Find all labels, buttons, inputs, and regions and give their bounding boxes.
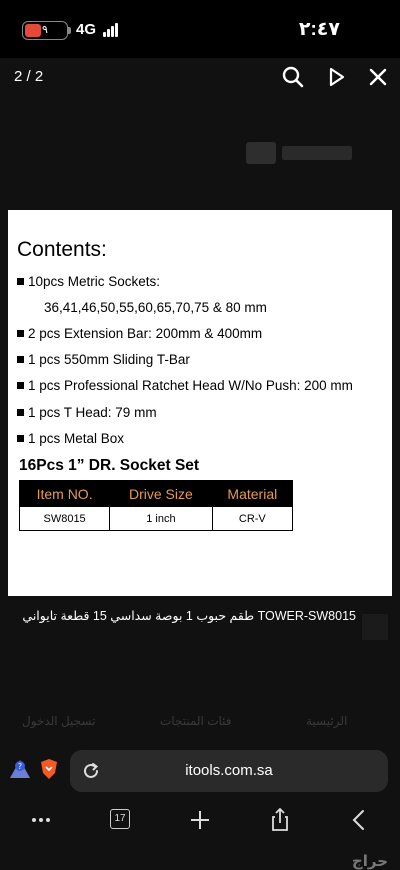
set-title: 16Pcs 1” DR. Socket Set xyxy=(19,457,200,474)
content-line: 1 pcs 550mm Sliding T-Bar xyxy=(17,352,190,367)
close-icon[interactable] xyxy=(365,64,391,90)
spec-table xyxy=(19,480,293,531)
image-caption: TOWER-SW8015 طقم حبوب 1 بوصة سداسي 15 قطعة تايواني xyxy=(22,609,356,623)
browser-chrome xyxy=(0,738,400,870)
play-icon[interactable] xyxy=(323,64,349,90)
signal-icon xyxy=(103,23,119,37)
content-line: 10pcs Metric Sockets: xyxy=(17,274,160,289)
table-row xyxy=(20,507,293,531)
status-bar xyxy=(0,0,400,58)
watermark: حراج xyxy=(351,853,388,870)
content-line: 36,41,46,50,55,60,65,70,75 & 80 mm xyxy=(44,300,267,315)
contents-title: Contents: xyxy=(17,238,107,261)
status-time: ٢:٤٧ xyxy=(298,19,340,40)
nav-categories: فئات المنتجات xyxy=(160,714,232,728)
search-icon[interactable] xyxy=(280,64,306,90)
share-icon[interactable] xyxy=(266,806,294,834)
table-header: Material xyxy=(212,481,292,507)
back-icon[interactable] xyxy=(346,806,374,834)
table-cell: SW8015 xyxy=(20,507,110,531)
product-image[interactable] xyxy=(8,210,392,596)
nav-home: الرئيسية xyxy=(306,714,348,728)
address-bar[interactable] xyxy=(70,750,388,792)
battery-icon xyxy=(22,21,68,40)
content-line: 1 pcs Metal Box xyxy=(17,431,124,446)
gallery-counter: 2 / 2 xyxy=(14,68,44,85)
site-logo xyxy=(246,138,356,166)
url-text: itools.com.sa xyxy=(185,762,273,779)
brave-shield-icon[interactable] xyxy=(38,758,60,780)
table-header: Drive Size xyxy=(110,481,212,507)
nav-login: تسجيل الدخول xyxy=(22,714,96,728)
new-tab-icon[interactable] xyxy=(186,806,214,834)
content-line: 2 pcs Extension Bar: 200mm & 400mm xyxy=(17,326,262,341)
table-header: Item NO. xyxy=(20,481,110,507)
table-cell: 1 inch xyxy=(110,507,212,531)
background-nav xyxy=(0,692,400,734)
table-cell: CR-V xyxy=(212,507,292,531)
more-icon[interactable] xyxy=(27,806,55,834)
battery-level: ٩ xyxy=(42,24,48,36)
content-line: 1 pcs T Head: 79 mm xyxy=(17,405,157,420)
assistant-icon[interactable] xyxy=(8,758,30,780)
content-line: 1 pcs Professional Ratchet Head W/No Push: 200 mm xyxy=(17,378,353,393)
network-type: 4G xyxy=(76,21,97,38)
svg-text:?: ? xyxy=(17,762,23,771)
tabs-icon[interactable]: 17 xyxy=(110,809,130,829)
